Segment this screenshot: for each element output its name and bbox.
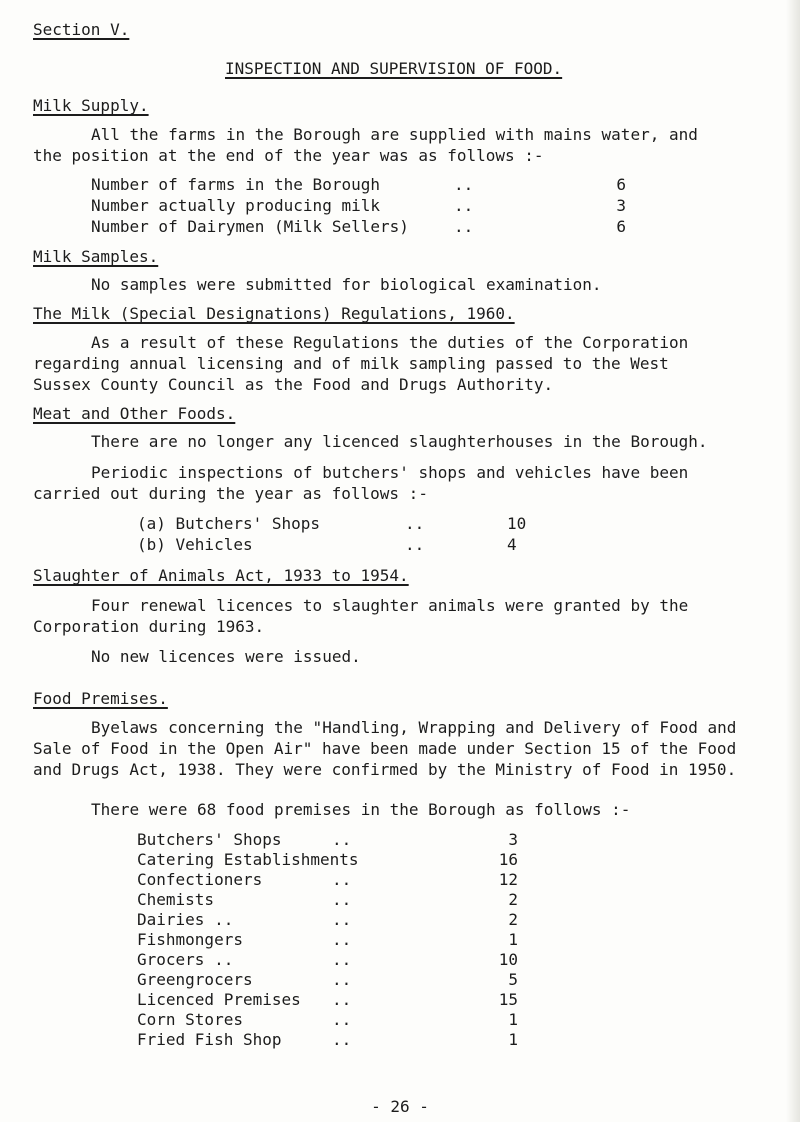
meat-text-1: There are no longer any licenced slaughterhouses in the Borough. xyxy=(91,432,708,451)
row-label: Greengrocers xyxy=(137,970,253,989)
row-label: (b) Vehicles xyxy=(137,535,253,554)
milk-regulations-text: As a result of these Regulations the duties of the Corporation regarding annual licensing and of milk sampling passed to the West Sussex County Council as the Food and Drugs Authority. xyxy=(33,333,689,394)
row-label: Licenced Premises xyxy=(137,990,301,1009)
section-label: Section V. xyxy=(33,20,130,39)
row-value: 10 xyxy=(498,950,518,969)
page-number: - 26 - xyxy=(371,1097,429,1116)
row-leader: .. xyxy=(332,990,352,1009)
meat-text-2: Periodic inspections of butchers' shops and vehicles have been carried out during the year as follows :- xyxy=(33,463,689,503)
row-leader: .. xyxy=(332,870,352,889)
row-label: Number of farms in the Borough xyxy=(91,175,380,194)
slaughter-heading: Slaughter of Animals Act, 1933 to 1954. xyxy=(33,566,409,585)
milk-regulations-heading: The Milk (Special Designations) Regulations, 1960. xyxy=(33,304,515,323)
row-leader: .. xyxy=(332,950,352,969)
row-label: Butchers' Shops xyxy=(137,830,282,849)
row-leader: .. xyxy=(332,1030,352,1049)
row-leader: .. xyxy=(332,1010,352,1029)
page-edge-shadow xyxy=(786,0,800,1122)
row-value: 4 xyxy=(507,535,517,554)
row-value: 5 xyxy=(508,970,518,989)
milk-supply-heading: Milk Supply. xyxy=(33,96,149,115)
food-premises-text-2: There were 68 food premises in the Borough as follows :- xyxy=(91,800,631,819)
row-label: Confectioners xyxy=(137,870,263,889)
row-value: 1 xyxy=(508,1030,518,1049)
row-leader: .. xyxy=(405,535,425,554)
row-label: Number actually producing milk xyxy=(91,196,380,215)
slaughter-text-1: Four renewal licences to slaughter animals were granted by the Corporation during 1963. xyxy=(33,596,689,636)
row-value: 15 xyxy=(498,990,518,1009)
row-leader: .. xyxy=(332,830,352,849)
row-value: 1 xyxy=(508,1010,518,1029)
row-value: 12 xyxy=(498,870,518,889)
row-leader: .. xyxy=(332,970,352,989)
row-label: Dairies .. xyxy=(137,910,234,929)
row-value: 3 xyxy=(616,196,626,215)
row-leader: .. xyxy=(454,196,474,215)
row-value: 1 xyxy=(508,930,518,949)
main-title: INSPECTION AND SUPERVISION OF FOOD. xyxy=(225,59,563,78)
row-label: Grocers .. xyxy=(137,950,234,969)
meat-heading: Meat and Other Foods. xyxy=(33,404,236,423)
row-label: Corn Stores xyxy=(137,1010,243,1029)
row-value: 2 xyxy=(508,910,518,929)
milk-supply-intro: All the farms in the Borough are supplied with mains water, and the position at the end of the year was as follows :- xyxy=(33,125,698,165)
row-value: 6 xyxy=(616,217,626,236)
row-leader: .. xyxy=(454,175,474,194)
row-value: 6 xyxy=(616,175,626,194)
row-label: Catering Establishments xyxy=(137,850,359,869)
row-label: Number of Dairymen (Milk Sellers) xyxy=(91,217,409,236)
row-value: 3 xyxy=(508,830,518,849)
food-premises-heading: Food Premises. xyxy=(33,689,168,708)
row-label: Fishmongers xyxy=(137,930,243,949)
row-value: 16 xyxy=(498,850,518,869)
row-value: 10 xyxy=(507,514,527,533)
row-leader: .. xyxy=(332,890,352,909)
row-value: 2 xyxy=(508,890,518,909)
food-premises-text-1: Byelaws concerning the "Handling, Wrapping and Delivery of Food and Sale of Food in the Open Air" have been made under Section 15 of the Food and Drugs Act, 1938. They were confirmed by the Ministry of Food in 1950. xyxy=(33,718,737,779)
milk-samples-heading: Milk Samples. xyxy=(33,247,159,266)
milk-samples-text: No samples were submitted for biological examination. xyxy=(91,275,602,294)
row-label: Chemists xyxy=(137,890,215,909)
slaughter-text-2: No new licences were issued. xyxy=(91,647,361,666)
row-leader: .. xyxy=(332,910,352,929)
row-leader: .. xyxy=(454,217,474,236)
row-leader: .. xyxy=(405,514,425,533)
row-label: Fried Fish Shop xyxy=(137,1030,282,1049)
row-label: (a) Butchers' Shops xyxy=(137,514,321,533)
row-leader: .. xyxy=(332,930,352,949)
